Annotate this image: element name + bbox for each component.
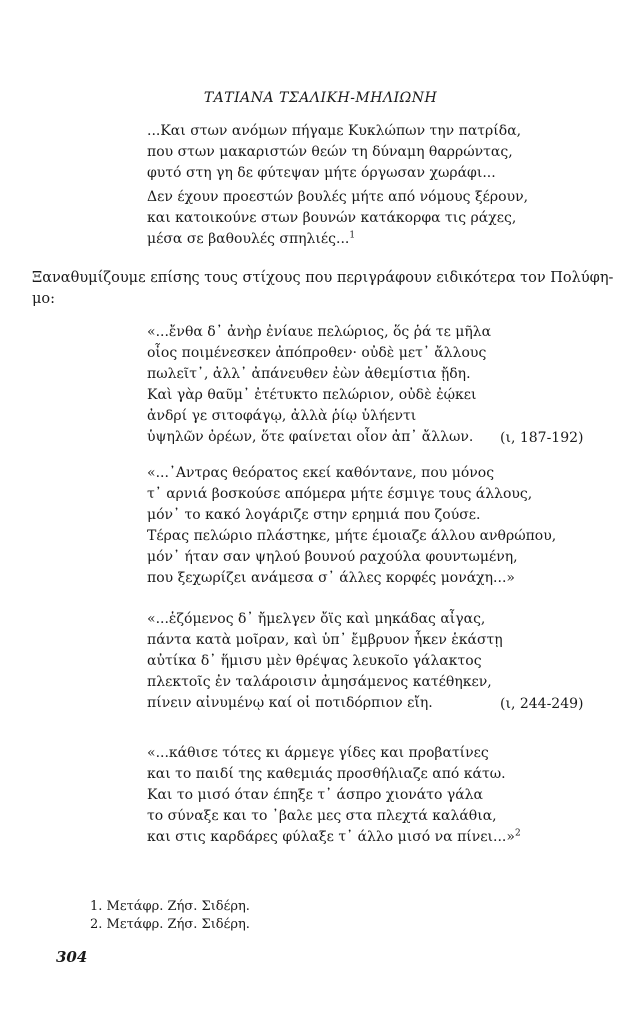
verse-line: «...κάθισε τότες κι άρμεγε γίδες και προβατίνες bbox=[147, 745, 489, 761]
verse-line: τ᾽ αρνιά βοσκούσε απόμερα μήτε έσμιγε τους άλλους, bbox=[147, 486, 533, 502]
verse-line: Καὶ γὰρ θαῦμ᾽ ἐτέτυκτο πελώριον, οὐδὲ ἐῴκει bbox=[147, 387, 477, 403]
footnotes bbox=[90, 898, 250, 934]
footnote: 1. Μετάφρ. Ζήσ. Σιδέρη. bbox=[90, 899, 250, 914]
verse-text: μέσα σε βαθουλές σπηλιές... bbox=[147, 231, 350, 247]
verse-line: Τέρας πελώριο πλάστηκε, μήτε έμοιαζε άλλου ανθρώπου, bbox=[147, 528, 557, 544]
verse-line: οἶος ποιμένεσκεν ἀπόπροθεν· οὐδὲ μετ᾽ ἄλλους bbox=[147, 345, 487, 361]
prose-paragraph bbox=[32, 268, 617, 310]
prose-line: Ξαναθυμίζουμε επίσης τους στίχους που περιγράφουν ειδικότερα τον Πολύφη- bbox=[32, 270, 614, 286]
verse-line: πωλεῖτ᾽, ἀλλ᾽ ἀπάνευθεν ἐὼν ἀθεμίστια ᾔδη. bbox=[147, 366, 471, 382]
verse-stanza-1 bbox=[147, 121, 528, 250]
verse-line: Δεν έχουν προεστών βουλές μήτε από νόμους ξέρουν, bbox=[147, 189, 529, 205]
verse-line: που στων μακαριστών θεών τη δύναμη θαρρώντας, bbox=[147, 144, 513, 160]
verse-line: «...᾽Αντρας θεόρατος εκεί καθόντανε, που μόνος bbox=[147, 465, 495, 481]
verse-line-last bbox=[147, 827, 521, 848]
verse-text: και στις καρδάρες φύλαξε τ᾽ άλλο μισό να πίνει...» bbox=[147, 829, 515, 845]
verse-stanza-2 bbox=[147, 322, 491, 448]
verse-line: ἀνδρί γε σιτοφάγῳ, ἀλλὰ ῥίῳ ὑλήεντι bbox=[147, 408, 417, 424]
verse-line: μόν᾽ το κακό λογάριζε στην ερημιά που ζούσε. bbox=[147, 507, 481, 523]
verse-line: πίνειν αἰνυμένῳ καί οἱ ποτιδόρπιον εἴη. bbox=[147, 695, 433, 711]
footnote-marker: 1 bbox=[349, 230, 356, 241]
verse-reference: (ι, 187-192) bbox=[500, 430, 584, 446]
verse-line: πάντα κατὰ μοῖραν, καὶ ὑπ᾽ ἔμβρυον ἧκεν ἑκάστῃ bbox=[147, 632, 503, 648]
verse-line: και το παιδί της καθεμιάς προσθήλιαζε από κάτω. bbox=[147, 766, 506, 782]
verse-line: ὑψηλῶν ὀρέων, ὅτε φαίνεται οἶον ἀπ᾽ ἄλλων. bbox=[147, 429, 474, 445]
verse-stanza-5 bbox=[147, 743, 521, 848]
prose-line: μο: bbox=[32, 291, 56, 307]
verse-stanza-4 bbox=[147, 609, 503, 714]
verse-line: πλεκτοῖς ἐν ταλάροισιν ἀμησάμενος κατέθηκεν, bbox=[147, 674, 492, 690]
verse-line: Και το μισό όταν έπηξε τ᾽ άσπρο χιονάτο γάλα bbox=[147, 787, 483, 803]
verse-line: ...Και στων ανόμων πήγαμε Κυκλώπων την πατρίδα, bbox=[147, 123, 522, 139]
verse-line: φυτό στη γη δε φύτεψαν μήτε όργωσαν χωράφι... bbox=[147, 165, 496, 181]
running-header: ΤΑΤΙΑΝΑ ΤΣΑΛΙΚΗ-ΜΗΛΙΩΝΗ bbox=[203, 90, 438, 106]
verse-line: αὐτίκα δ᾽ ἥμισυ μὲν θρέψας λευκοῖο γάλακτος bbox=[147, 653, 482, 669]
verse-stanza-3 bbox=[147, 463, 556, 589]
verse-line: «...ἔνθα δ᾽ ἀνὴρ ἐνίαυε πελώριος, ὅς ῥά τε μῆλα bbox=[147, 324, 492, 340]
verse-line-last bbox=[147, 229, 528, 250]
verse-reference: (ι, 244-249) bbox=[500, 696, 584, 712]
page-number: 304 bbox=[56, 948, 88, 966]
verse-line: που ξεχωρίζει ανάμεσα σ᾽ άλλες κορφές μονάχη...» bbox=[147, 570, 515, 586]
verse-line: και κατοικούνε στων βουνών κατάκορφα τις ράχες, bbox=[147, 210, 517, 226]
verse-line: μόν᾽ ήταν σαν ψηλού βουνού ραχούλα φουντωμένη, bbox=[147, 549, 518, 565]
footnote: 2. Μετάφρ. Ζήσ. Σιδέρη. bbox=[90, 917, 250, 932]
verse-line: το σύναξε και το ᾽βαλε μες στα πλεχτά καλάθια, bbox=[147, 808, 497, 824]
verse-line: «...ἑζόμενος δ᾽ ἤμελγεν ὄϊς καὶ μηκάδας αἶγας, bbox=[147, 611, 486, 627]
footnote-marker: 2 bbox=[514, 828, 521, 839]
